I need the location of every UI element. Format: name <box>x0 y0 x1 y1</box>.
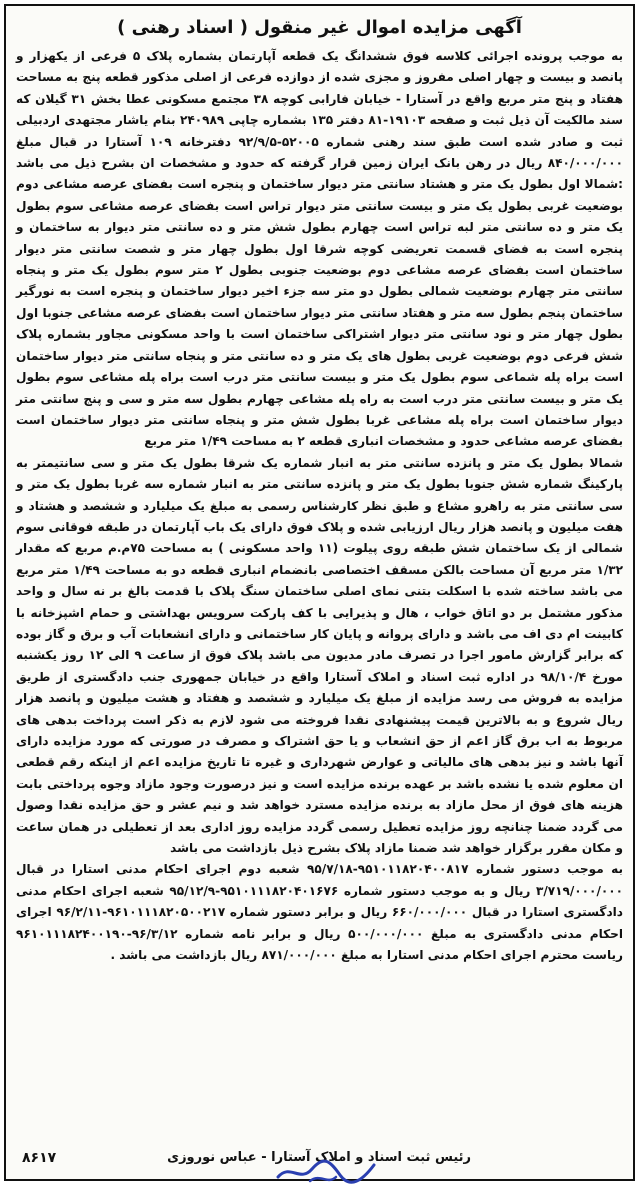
notice-body <box>16 46 623 966</box>
notice-frame <box>4 4 635 1181</box>
signature-line: رئیس ثبت اسناد و املاک آستارا - عباس نوروزی <box>167 1150 471 1165</box>
notice-title: آگهی مزایده اموال غیر منقول ( اسناد رهنی ) <box>117 17 522 38</box>
notice-paragraph-2: شمالا بطول یک متر و پانزده سانتی متر به انبار شماره یک شرقا بطول یک متر و سی سانتیمتر به پارکینگ شماره شش جنوبا بطول یک متر و پانزده سانتی متر به انبار شماره سه غربا بطول یک متر و سی سانتی متر به راهرو مشاع و طبق نظر کارشناس رسمی به مبلغ یک میلیارد و ششصد و هشتاد و هفت میلیون و پانصد هزار ریال ارزیابی شده و پلاک فوق دارای یک باب آپارتمان در طبقه فوقانی سوم شمالی از یک ساختمان شش طبقه روی پیلوت (۱۱ واحد مسکونی ) به مساحت ۷۵م.م مربع که مقدار ۱/۳۲ متر مربع آن مساحت بالکن مسقف اختصاصی بانضمام انباری قطعه دو به مساحت ۱/۴۹ متر مربع می باشد ساخته شده با اسکلت بتنی نمای اصلی ساختمان سنگ پلاک با قدمت بالغ بر نه سال و واحد مذکور مشتمل بر دو اتاق خواب ، هال و پذیرایی با کف پارکت سرویس بهداشتی و حمام اشپزخانه با کابینت ام دی اف می باشد و دارای پروانه و پایان کار ساختمانی و دارای انشعابات آب و برق و گاز بوده که برابر گزارش مامور اجرا در تصرف مادر مدیون می باشد پلاک فوق از ساعت ۹ الی ۱۲ روز یکشنبه مورخ ۹۸/۱۰/۴ در اداره ثبت اسناد و املاک آستارا واقع در خیابان جمهوری جنب دادگستری از طریق مزایده به فروش می رسد مزایده از مبلغ یک میلیارد و ششصد و هفتاد و هشت میلیون و پانصد هزار ریال شروع و به بالاترین قیمت پیشنهادی نقدا فروخته می شود لازم به ذکر است پرداخت بدهی های مربوط به اب برق گاز اعم از حق انشعاب و یا حق اشتراک و مصرف در صورتی که مورد مزایده دارای آنها باشد و نیز بدهی های مالیاتی و عوارض شهرداری و غیره تا تاریخ مزایده اعم از اینکه رقم قطعی ان معلوم شده یا نشده باشد بر عهده برنده مزایده است و نیز درصورت وجود مازاد وجوه پرداختی بابت هزینه های فوق از محل مازاد به برنده مزایده مسترد خواهد شد و نیم عشر و حق مزایده نقدا وصول می گردد ضمنا چنانچه روز مزایده تعطیل رسمی گردد مزایده روز اداری بعد از تعطیلی در همان ساعت و مکان مقرر برگزار خواهد شد ضمنا مازاد پلاک بشرح ذیل بازداشت می باشد <box>16 455 624 856</box>
blue-pen-mark-icon <box>270 1155 380 1185</box>
notice-paragraph-1: به موجب پرونده اجرائی کلاسه فوق ششدانگ یک قطعه آپارتمان بشماره پلاک ۵ فرعی از یکهزار و پانصد و بیست و چهار اصلی مفروز و مجزی شده از دوازده فرعی از اصلی مذکور قطعه پنج به مساحت هفتاد و پنج متر مربع واقع در آستارا - خیابان فارابی کوچه ۳۸ مجتمع مسکونی عطا بخش ۳۱ گیلان که سند مالکیت آن ذیل ثبت و صفحه ۱۹۱۰۳-۸۱ دفتر ۱۳۵ بشماره چاپی ۲۴۰۹۸۹ بنام یاشار مجتهدی اردبیلی ثبت و صادر شده است طبق سند رهنی شماره ۵۲۰۰۵-۹۲/۹/۵ دفترخانه ۱۰۹ آستارا در قبال مبلغ ۸۴۰/۰۰۰/۰۰۰ ریال در رهن بانک ایران زمین قرار گرفته که حدود و مشخصات ان بشرح ذیل می باشد :شمالا اول بطول یک متر و هشتاد سانتی متر دیوار ساختمان و پنجره است بفضای عرصه مشاعی دوم بوضعیت غربی بطول یک متر و بیست سانتی متر دیوار تراس است بفضای عرصه مشاعی سوم بطول یک متر و ده سانتی متر لبه تراس است چهارم بطول شش متر و ده سانتی متر دیوار به ساختمان و پنجره است به فضای قسمت تعریضی کوچه شرقا اول بطول چهار متر و شصت سانتی متر دیوار ساختمان است بفضای عرصه مشاعی دوم بوضعیت جنوبی بطول ۲ متر سوم بطول یک متر و پنجاه سانتی متر چهارم بوضعیت شمالی بطول دو متر سه جزء اخیر دیوار ساختمان و پنجره است به نورگیر ساختمان پنجم بطول سه متر و هفتاد سانتی متر دیوار ساختمان است بفضای عرصه مشاعی جنوبا اول بطول چهار متر و نود سانتی متر دیوار اشتراکی ساختمان است با واحد مسکونی مجاور بشماره پلاک شش فرعی دوم بوضعیت غربی بطول های یک متر و ده سانتی متر و پنجاه سانتی متر دیوار ساختمان است براه پله شماعی سوم بطول یک متر و بیست سانتی متر درب است براه پله مشاعی سوم بطول یک متر و بیست سانتی متر درب است به راه پله مشاعی چهارم بطول سه متر و سی و پنج سانتی متر دیوار ساختمان است براه پله مشاعی غربا بطول شش متر و پنجاه سانتی متر دیوار ساختمان است بفضای عرصه مشاعی حدود و مشخصات انباری قطعه ۲ به مساحت ۱/۴۹ متر مربع <box>16 49 624 449</box>
notice-paragraph-3: به موجب دستور شماره ۹۵۱۰۱۱۸۲۰۴۰۰۸۱۷-۹۵/۷/۱۸ شعبه دوم اجرای احکام مدنی استارا در قبال ۳/۷۱۹/۰۰۰/۰۰۰ ریال و به موجب دستور شماره ۹۵۱۰۱۱۱۸۲۰۴۰۱۶۷۶-۹۵/۱۲/۹ شعبه اجرای احکام مدنی دادگستری استارا در قبال ۶۶۰/۰۰۰/۰۰۰ ریال و برابر دستور شماره ۹۶۱۰۱۱۱۸۲۰۵۰۰۲۱۷-۹۶/۲/۱۱ اجرای احکام مدنی دادگستری به مبلغ ۵۰۰/۰۰۰/۰۰۰ ریال و برابر نامه شماره ۹۶/۳/۱۲-۹۶۱۰۱۱۱۸۲۴۰۰۱۹۰ ریاست محترم اجرای احکام مدنی استارا به مبلغ ۸۷۱/۰۰۰/۰۰۰ ریال بازداشت می باشد . <box>16 862 624 963</box>
ad-number: ۸۶۱۷ <box>22 1150 57 1166</box>
pen-stroke-2 <box>310 1177 336 1181</box>
